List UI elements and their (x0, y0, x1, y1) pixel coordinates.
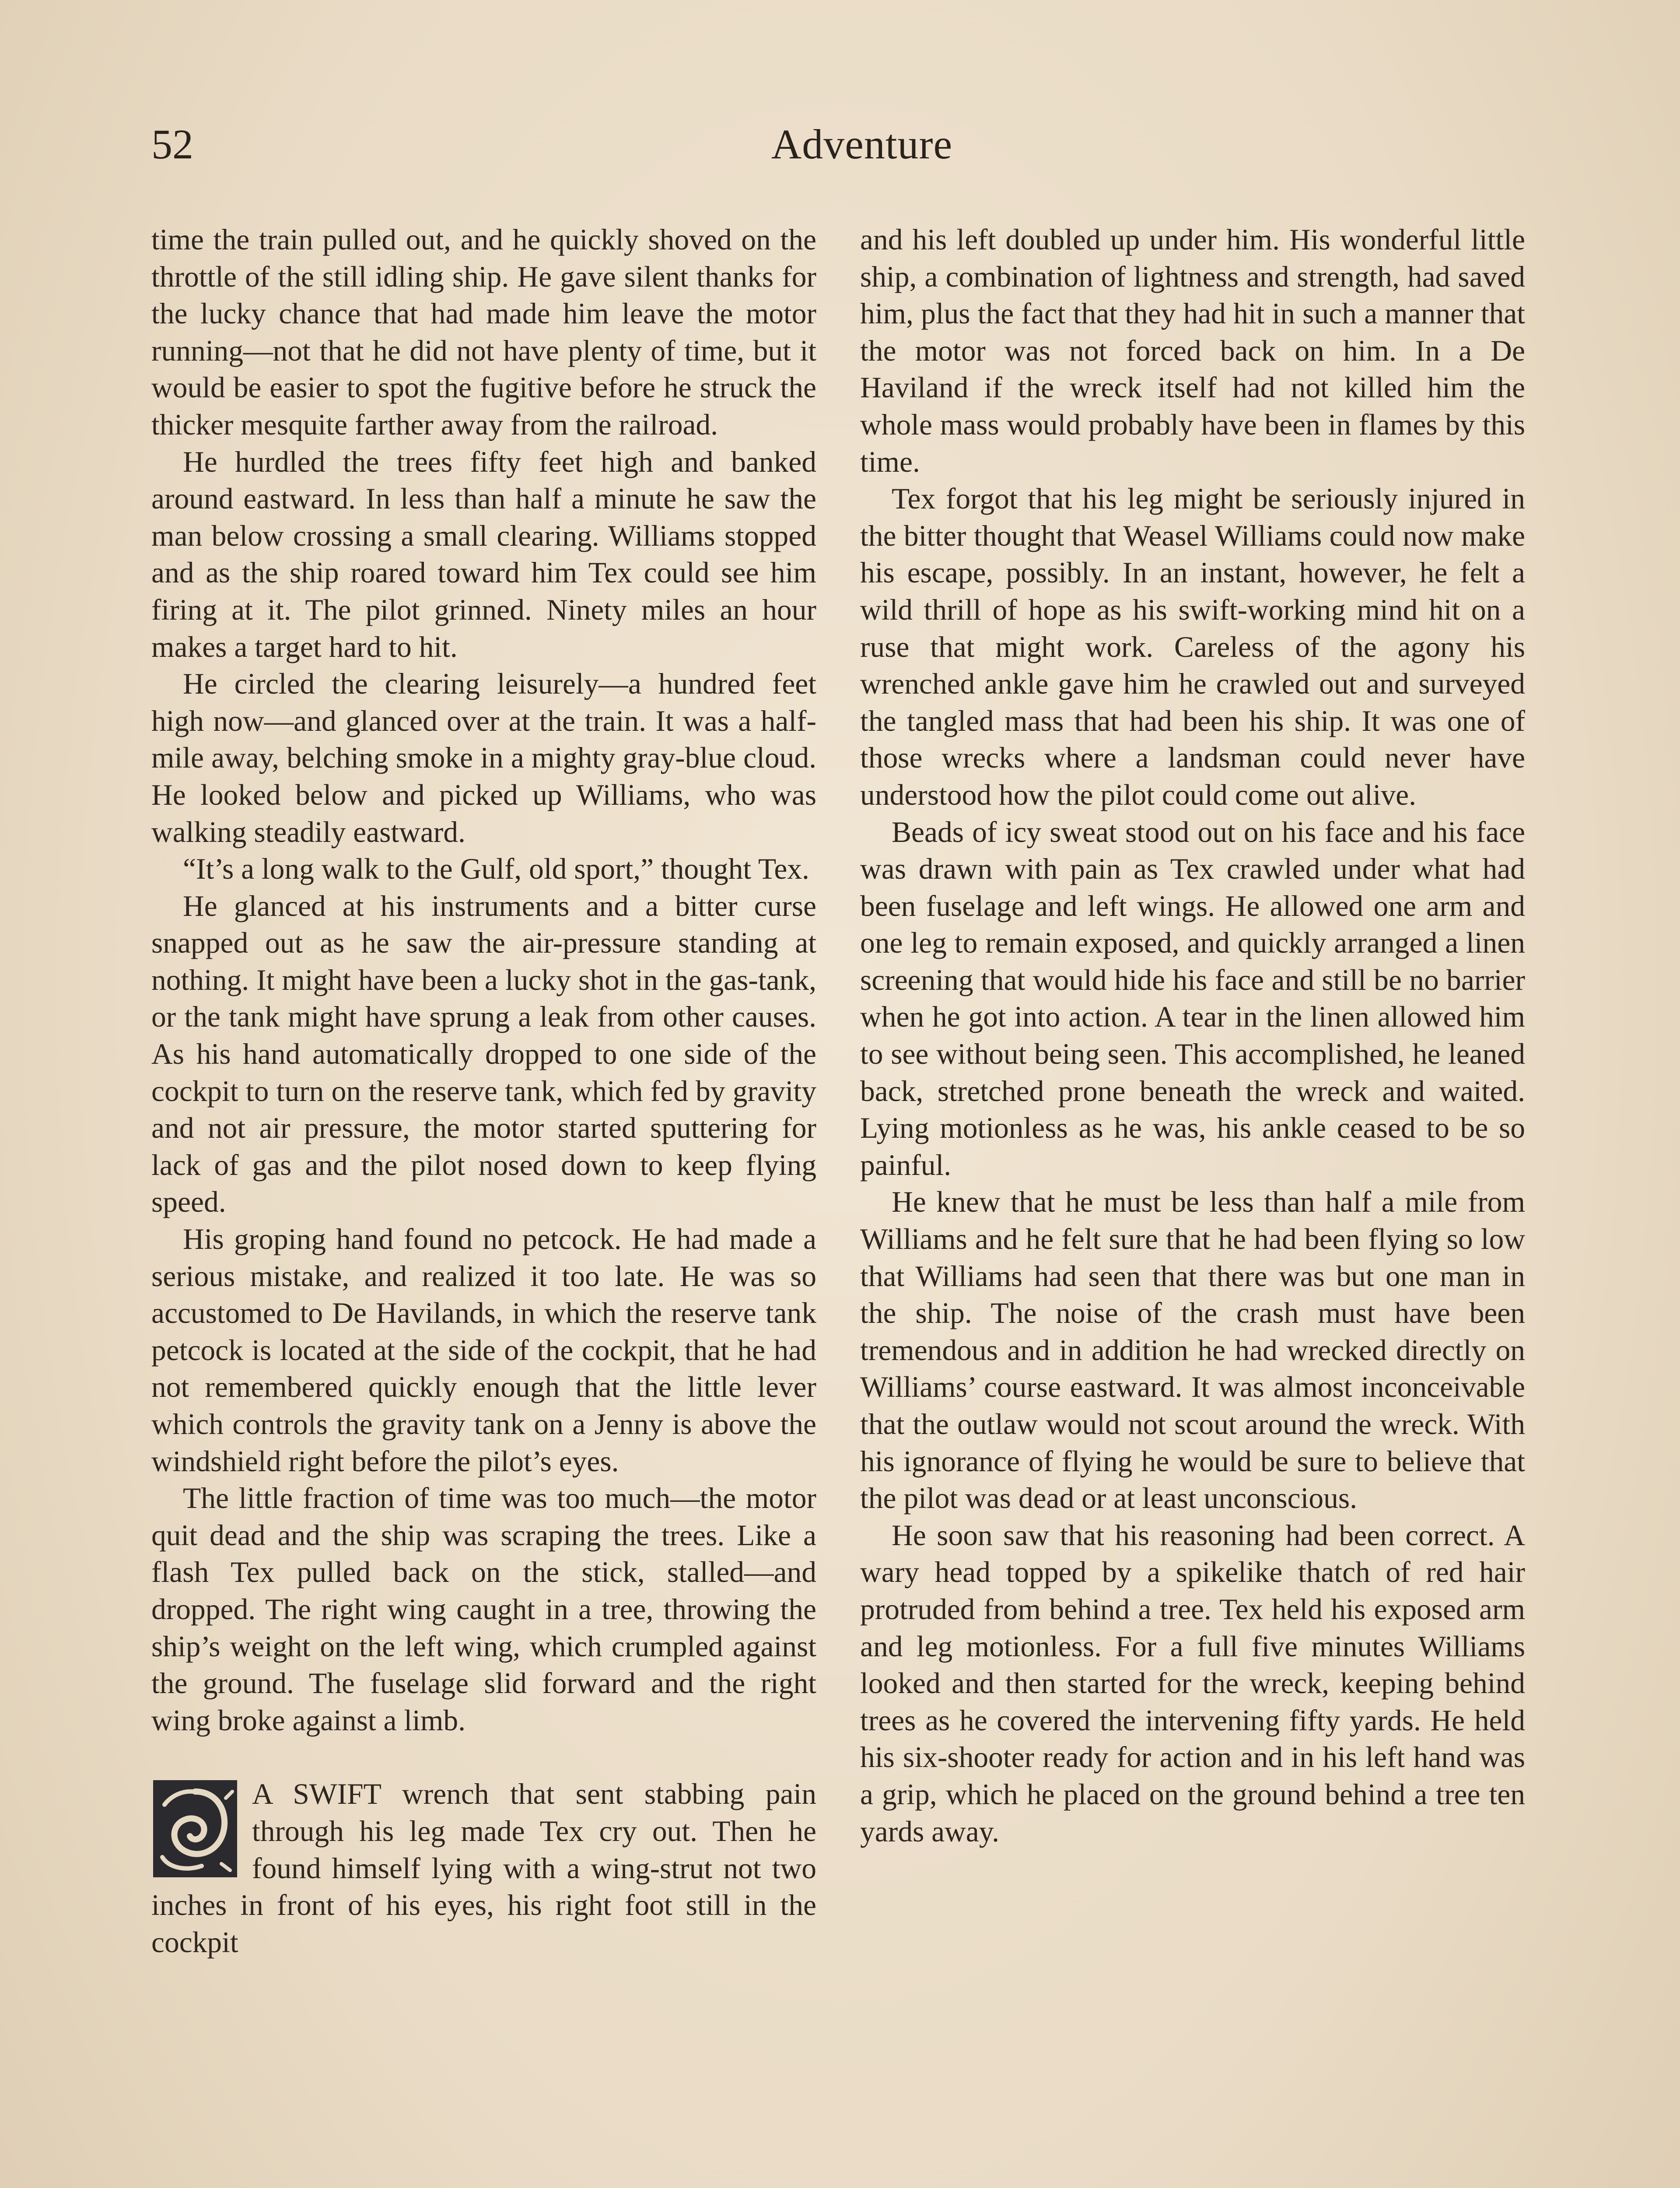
page-number: 52 (151, 121, 193, 168)
paragraph: The little fraction of time was too much—the motor quit dead and the ship was scraping the trees. Like a flash Tex pulled back on the stick, stalled—and dropped. The right wing caught in a tree, throwing the ship’s weight on the left wing, which crumpled against the ground. The fuselage slid forward and the right wing broke against a limb. (151, 1482, 816, 1737)
paragraph: Beads of icy sweat stood out on his face and his face was drawn with pain as Tex crawled under what had been fuselage and left wings. He allowed one arm and one leg to remain exposed, and quickly arranged a linen screening that would hide his face and still be no barrier when he got into action. A tear in the linen allowed him to see without being seen. This accomplished, he leaned back, stretched prone beneath the wreck and waited. Lying motionless as he was, his ankle ceased to be so painful. (860, 815, 1525, 1182)
right-column (860, 221, 1525, 1850)
swirl-ornament-icon (151, 1778, 239, 1883)
paragraph: Tex forgot that his leg might be seriously injured in the bitter thought that Weasel Williams could now make his escape, possibly. In an instant, however, he felt a wild thrill of hope as his swift-working mind hit on a ruse that might work. Careless of the agony his wrenched ankle gave him he crawled out and surveyed the tangled mass that had been his ship. It was one of those wrecks where a landsman could never have understood how the pilot could come out alive. (860, 482, 1525, 811)
paragraph: time the train pulled out, and he quickly shoved on the throttle of the still idling ship. He gave silent thanks for the lucky chance that had made him leave the motor running—not that he did not have plenty of time, but it would be easier to spot the fugitive before he struck the thicker mesquite farther away from the railroad. (151, 223, 816, 441)
paragraph: He soon saw that his reasoning had been correct. A wary head topped by a spikelike thatch of red hair protruded from behind a tree. Tex held his exposed arm and leg motionless. For a full five minutes Williams looked and then started for the wreck, keeping behind trees as he covered the intervening fifty yards. He held his six-shooter ready for action and in his left hand was a grip, which he placed on the ground behind a tree ten yards away. (860, 1518, 1525, 1848)
left-column (151, 221, 816, 1961)
paragraph: His groping hand found no petcock. He had made a serious mistake, and realized it too late. He was so accustomed to De Havilands, in which the reserve tank petcock is located at the side of the cockpit, that he had not remembered quickly enough that the little lever which controls the gravity tank on a Jenny is above the windshield right before the pilot’s eyes. (151, 1223, 816, 1478)
section-break (151, 1776, 816, 1961)
running-head: Adventure (771, 121, 953, 168)
paragraph: “It’s a long walk to the Gulf, old sport,” thought Tex. (183, 852, 809, 886)
paragraph: and his left doubled up under him. His wonderful little ship, a combination of lightness and strength, had saved him, plus the fact that they had hit in such a manner that the motor was not forced back on him. In a De Haviland if the wreck itself had not killed him the whole mass would probably have been in flames by this time. (860, 223, 1525, 478)
paragraph: He hurdled the trees fifty feet high and banked around eastward. In less than half a minute he saw the man below crossing a small clearing. Williams stopped and as the ship roared toward him Tex could see him firing at it. The pilot grinned. Ninety miles an hour makes a target hard to hit. (151, 445, 816, 663)
paragraph: He glanced at his instruments and a bitter curse snapped out as he saw the air-pressure standing at nothing. It might have been a lucky shot in the gas-tank, or the tank might have sprung a leak from other causes. As his hand automatically dropped to one side of the cockpit to turn on the reserve tank, which fed by gravity and not air pressure, the motor started sputtering for lack of gas and the pilot nosed down to keep flying speed. (151, 889, 816, 1219)
paragraph: He circled the clearing leisurely—a hundred feet high now—and glanced over at the train. It was a half-mile away, belching smoke in a mighty gray-blue cloud. He looked below and picked up Williams, who was walking steadily eastward. (151, 667, 816, 849)
section-opening-paragraph: A SWIFT wrench that sent stabbing pain through his leg made Tex cry out. Then he found himself lying with a wing-strut not two inches in front of his eyes, his right foot still in the cockpit (151, 1778, 816, 1959)
paragraph: He knew that he must be less than half a mile from Williams and he felt sure that he had been flying so low that Williams had seen that there was but one man in the ship. The noise of the crash must have been tremendous and in addition he had wrecked directly on Williams’ course eastward. It was almost inconceivable that the outlaw would not scout around the wreck. With his ignorance of flying he would be sure to believe that the pilot was dead or at least unconscious. (860, 1185, 1525, 1515)
